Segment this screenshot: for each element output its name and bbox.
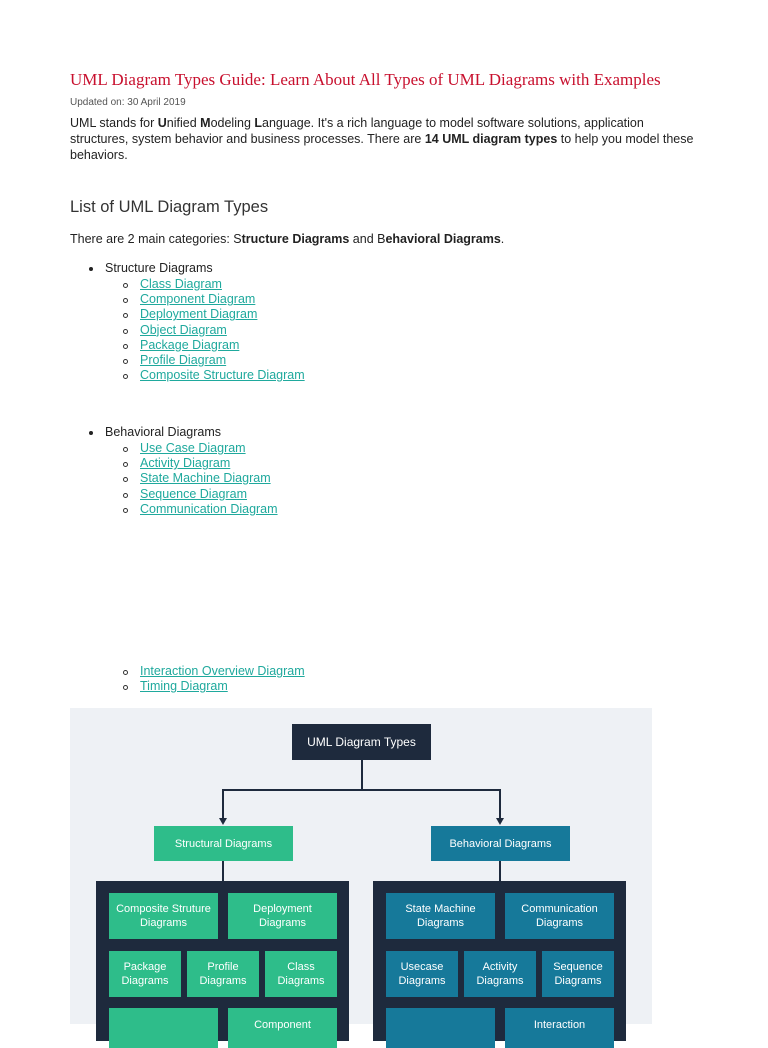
circle-bullet-icon [123, 344, 128, 349]
link-object-diagram[interactable]: Object Diagram [140, 322, 227, 337]
list-item [70, 456, 710, 471]
uml-types-diagram [70, 708, 652, 1031]
circle-bullet-icon [123, 313, 128, 318]
connector-line [499, 789, 501, 819]
link-interaction-overview-diagram[interactable]: Interaction Overview Diagram [140, 664, 305, 678]
list-item [70, 441, 710, 456]
bullet-icon [89, 431, 93, 435]
circle-bullet-icon [123, 298, 128, 303]
circle-bullet-icon [123, 493, 128, 498]
circle-bullet-icon [123, 685, 128, 690]
usecase-box: Usecase Diagrams [386, 951, 458, 997]
connector-line [499, 861, 501, 881]
circle-bullet-icon [123, 670, 128, 675]
list-item [70, 292, 710, 307]
list-item [70, 368, 710, 383]
circle-bullet-icon [123, 508, 128, 513]
list-item [70, 323, 710, 338]
connector-line [361, 760, 363, 790]
link-state-machine-diagram[interactable]: State Machine Diagram [140, 471, 271, 486]
list-item [70, 425, 710, 441]
circle-bullet-icon [123, 374, 128, 379]
intro-paragraph: UML stands for Unified Modeling Language. It's a rich language to model software solutions, application structures, system behavior and business processes. There are 14 UML diagram types to help you model these behaviors. [70, 116, 694, 162]
article-title: UML Diagram Types Guide: Learn About All Types of UML Diagrams with Examples [70, 70, 661, 89]
list-item [70, 664, 710, 679]
profile-box: Profile Diagrams [187, 951, 259, 997]
communication-box: Communication Diagrams [505, 893, 614, 939]
list-item [70, 679, 710, 694]
activity-box: Activity Diagrams [464, 951, 536, 997]
deployment-box: Deployment Diagrams [228, 893, 337, 939]
link-package-diagram[interactable]: Package Diagram [140, 337, 240, 352]
circle-bullet-icon [123, 329, 128, 334]
behavioral-label: Behavioral Diagrams [105, 425, 222, 439]
section-heading: List of UML Diagram Types [70, 198, 269, 216]
timing-box [386, 1008, 495, 1048]
circle-bullet-icon [123, 283, 128, 288]
structure-label: Structure Diagrams [105, 261, 213, 275]
circle-bullet-icon [123, 359, 128, 364]
object-box [109, 1008, 218, 1048]
link-communication-diagram[interactable]: Communication Diagram [140, 501, 278, 516]
composite-structure-box: Composite Struture Diagrams [109, 893, 218, 939]
link-composite-structure-diagram[interactable]: Composite Structure Diagram [140, 368, 305, 383]
bullet-icon [89, 267, 93, 271]
link-deployment-diagram[interactable]: Deployment Diagram [140, 307, 258, 322]
behavioral-diagrams-box: Behavioral Diagrams [431, 826, 570, 861]
list-item [70, 471, 710, 486]
component-box: Component [228, 1008, 337, 1048]
link-timing-diagram[interactable]: Timing Diagram [140, 679, 228, 694]
arrow-down-icon [496, 818, 504, 825]
circle-bullet-icon [123, 462, 128, 467]
connector-line [222, 789, 501, 791]
list-item [70, 353, 710, 368]
behavioral-list [70, 425, 710, 517]
package-box: Package Diagrams [109, 951, 181, 997]
list-item [70, 307, 710, 322]
list-item [70, 261, 710, 277]
link-component-diagram[interactable]: Component Diagram [140, 292, 256, 307]
updated-date: Updated on: 30 April 2019 [70, 97, 186, 108]
list-item [70, 487, 710, 502]
arrow-down-icon [219, 818, 227, 825]
state-machine-box: State Machine Diagrams [386, 893, 495, 939]
list-item [70, 277, 710, 292]
interaction-box: Interaction [505, 1008, 614, 1048]
connector-line [222, 789, 224, 819]
list-item [70, 502, 710, 517]
connector-line [222, 861, 224, 881]
behavioral-more-list [70, 664, 710, 694]
categories-sentence: There are 2 main categories: Structure Diagrams and Behavioral Diagrams. [70, 232, 505, 246]
diagram-root-box: UML Diagram Types [292, 724, 431, 760]
link-activity-diagram[interactable]: Activity Diagram [140, 456, 231, 471]
link-profile-diagram[interactable]: Profile Diagram [140, 352, 227, 367]
structural-diagrams-box: Structural Diagrams [154, 826, 293, 861]
circle-bullet-icon [123, 477, 128, 482]
sequence-box: Sequence Diagrams [542, 951, 614, 997]
structure-list [70, 261, 710, 383]
class-box: Class Diagrams [265, 951, 337, 997]
link-use-case-diagram[interactable]: Use Case Diagram [140, 441, 246, 455]
circle-bullet-icon [123, 447, 128, 452]
list-item [70, 338, 710, 353]
link-sequence-diagram[interactable]: Sequence Diagram [140, 486, 248, 501]
link-class-diagram[interactable]: Class Diagram [140, 277, 222, 291]
